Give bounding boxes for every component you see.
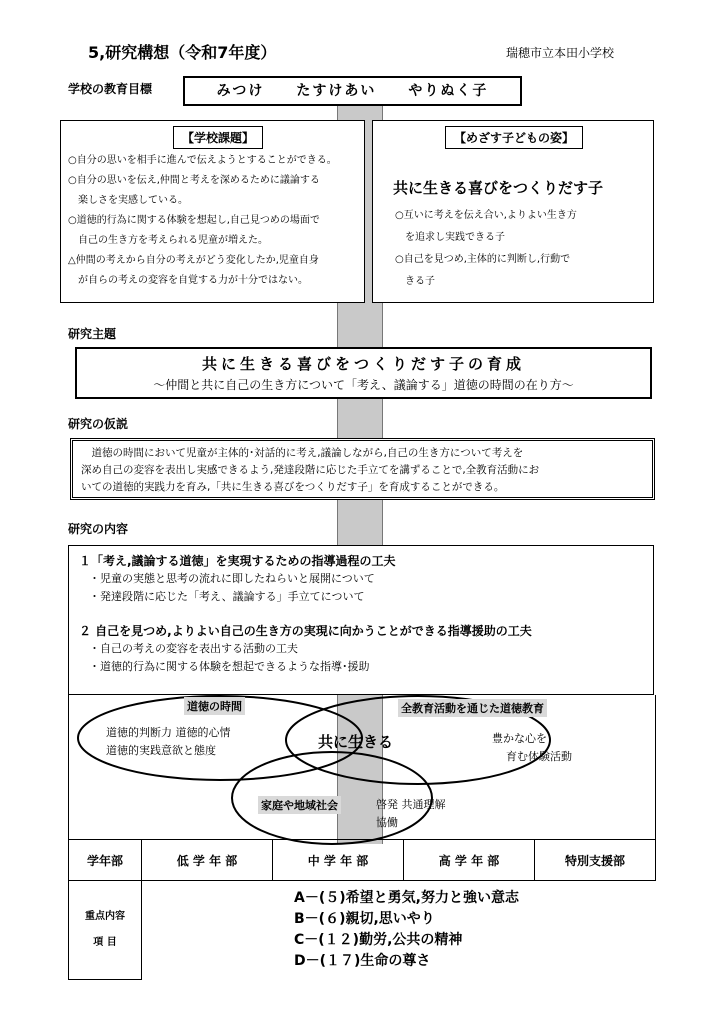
content-item-2-title: ２ 自己を見つめ,よりよい自己の生き方の実現に向かうことができる指導援助の工夫 [79, 624, 532, 638]
issues-list [68, 151, 364, 291]
goal-label: 学校の教育目標 [68, 82, 153, 96]
hypothesis-line: 深め自己の変容を表出し実感できるよう,発達段階に応じた手立てを講ずることで,全教育活動にお [81, 464, 540, 476]
focus-item: A－(５)希望と勇気,努力と強い意志 [294, 890, 519, 907]
list-item: ・自己の考えの変容を表出する活動の工夫 [89, 642, 298, 655]
list-item: △仲間の考えから自分の考えがどう変化したか,児童自身 [68, 255, 319, 266]
hypothesis-text [81, 445, 649, 496]
hypothesis-line: 道徳の時間において児童が主体的･対話的に考え,議論しながら,自己の生き方について考えを [81, 447, 524, 459]
focus-label-2: 項 目 [93, 937, 117, 948]
hypothesis-line: いての道徳的実践力を育み,「共に生きる喜びをつくりだす子」を育成することができる。 [81, 481, 505, 493]
focus-item: B－(６)親切,思いやり [294, 911, 435, 928]
table-header-cell: 中 学 年 部 [273, 840, 404, 881]
goal-text: みつけ たすけあい やりぬく子 [216, 83, 489, 99]
hypothesis-label: 研究の仮説 [68, 417, 129, 431]
theme-label: 研究主題 [68, 327, 117, 341]
focus-item: D－(１７)生命の尊さ [294, 953, 431, 970]
table-header-cell: 高 学 年 部 [404, 840, 535, 881]
table-header-cell: 学年部 [69, 840, 142, 881]
venn-text-community [376, 796, 446, 832]
table-row [69, 840, 656, 881]
list-item: 楽しさを実感している。 [68, 195, 188, 206]
venn-line: 豊かな心を [492, 732, 547, 745]
content-label: 研究の内容 [68, 522, 129, 536]
venn-line: 協働 [376, 816, 398, 829]
issues-box [60, 120, 365, 303]
table-header-cell: 低 学 年 部 [142, 840, 273, 881]
ideal-list [395, 205, 651, 293]
list-item: きる子 [395, 276, 435, 287]
venn-center-text: 共に生きる [318, 733, 394, 751]
page-title: 5,研究構想（令和7年度） [88, 43, 277, 62]
list-item: ○自己を見つめ,主体的に判断し,行動で [395, 254, 571, 265]
list-item: ・道徳的行為に関する体験を想起できるような指導･援助 [89, 660, 370, 673]
list-item: ・発達段階に応じた「考え、議論する」手立てについて [89, 590, 365, 603]
ideal-box [372, 120, 654, 303]
venn-line: 道徳的判断力 道徳的心情 [106, 726, 231, 739]
school-name: 瑞穂市立本田小学校 [506, 46, 615, 60]
focus-items-cell [142, 881, 656, 980]
venn-text-moral-class [106, 724, 231, 760]
content-item-1-title: １「考え,議論する道徳」を実現するための指導過程の工夫 [79, 554, 396, 568]
focus-items-label-cell [69, 881, 142, 980]
content-item-2-points [89, 640, 370, 676]
ideal-headline: 共に生きる喜びをつくりだす子 [393, 179, 604, 197]
venn-text-all-activities [492, 730, 572, 766]
list-item: 自己の生き方を考えられる児童が増えた。 [68, 235, 268, 246]
list-item: を追求し実践できる子 [395, 232, 505, 243]
focus-item: C－(１２)勤労,公共の精神 [294, 932, 463, 949]
content-box [68, 545, 654, 695]
table-row [69, 881, 656, 980]
venn-line: 育む体験活動 [506, 750, 572, 763]
grade-table [68, 839, 656, 980]
theme-sub: ～仲間と共に自己の生き方について「考え、議論する」道徳の時間の在り方～ [153, 378, 574, 392]
table-header-cell: 特別支援部 [535, 840, 656, 881]
venn-line: 道徳的実践意欲と態度 [106, 744, 216, 757]
venn-line: 啓発 共通理解 [376, 798, 446, 811]
content-item-1-points [89, 570, 375, 606]
list-item: ・児童の実態と思考の流れに即したねらいと展開について [89, 572, 375, 585]
list-item: が自らの考えの変容を自覚する力が十分ではない。 [68, 275, 308, 286]
hypothesis-box [70, 438, 655, 500]
issues-title: 【学校課題】 [173, 126, 263, 149]
theme-box [75, 347, 652, 399]
ideal-title: 【めざす子どもの姿】 [445, 126, 583, 149]
venn-label-all-activities: 全教育活動を通じた道徳教育 [398, 699, 547, 717]
venn-label-community: 家庭や地域社会 [258, 796, 341, 814]
venn-label-moral-class: 道徳の時間 [184, 697, 245, 715]
list-item: ○道徳的行為に関する体験を想起し,自己見つめの場面で [68, 215, 320, 226]
goal-box [183, 76, 522, 106]
list-item: ○自分の思いを伝え,仲間と考えを深めるために議論する [68, 175, 320, 186]
list-item: ○自分の思いを相手に進んで伝えようとすることができる。 [68, 155, 337, 166]
theme-main: 共に生きる喜びをつくりだす子の育成 [201, 355, 525, 373]
focus-label-1: 重点内容 [85, 911, 125, 922]
list-item: ○互いに考えを伝え合い,よりよい生き方 [395, 210, 577, 221]
